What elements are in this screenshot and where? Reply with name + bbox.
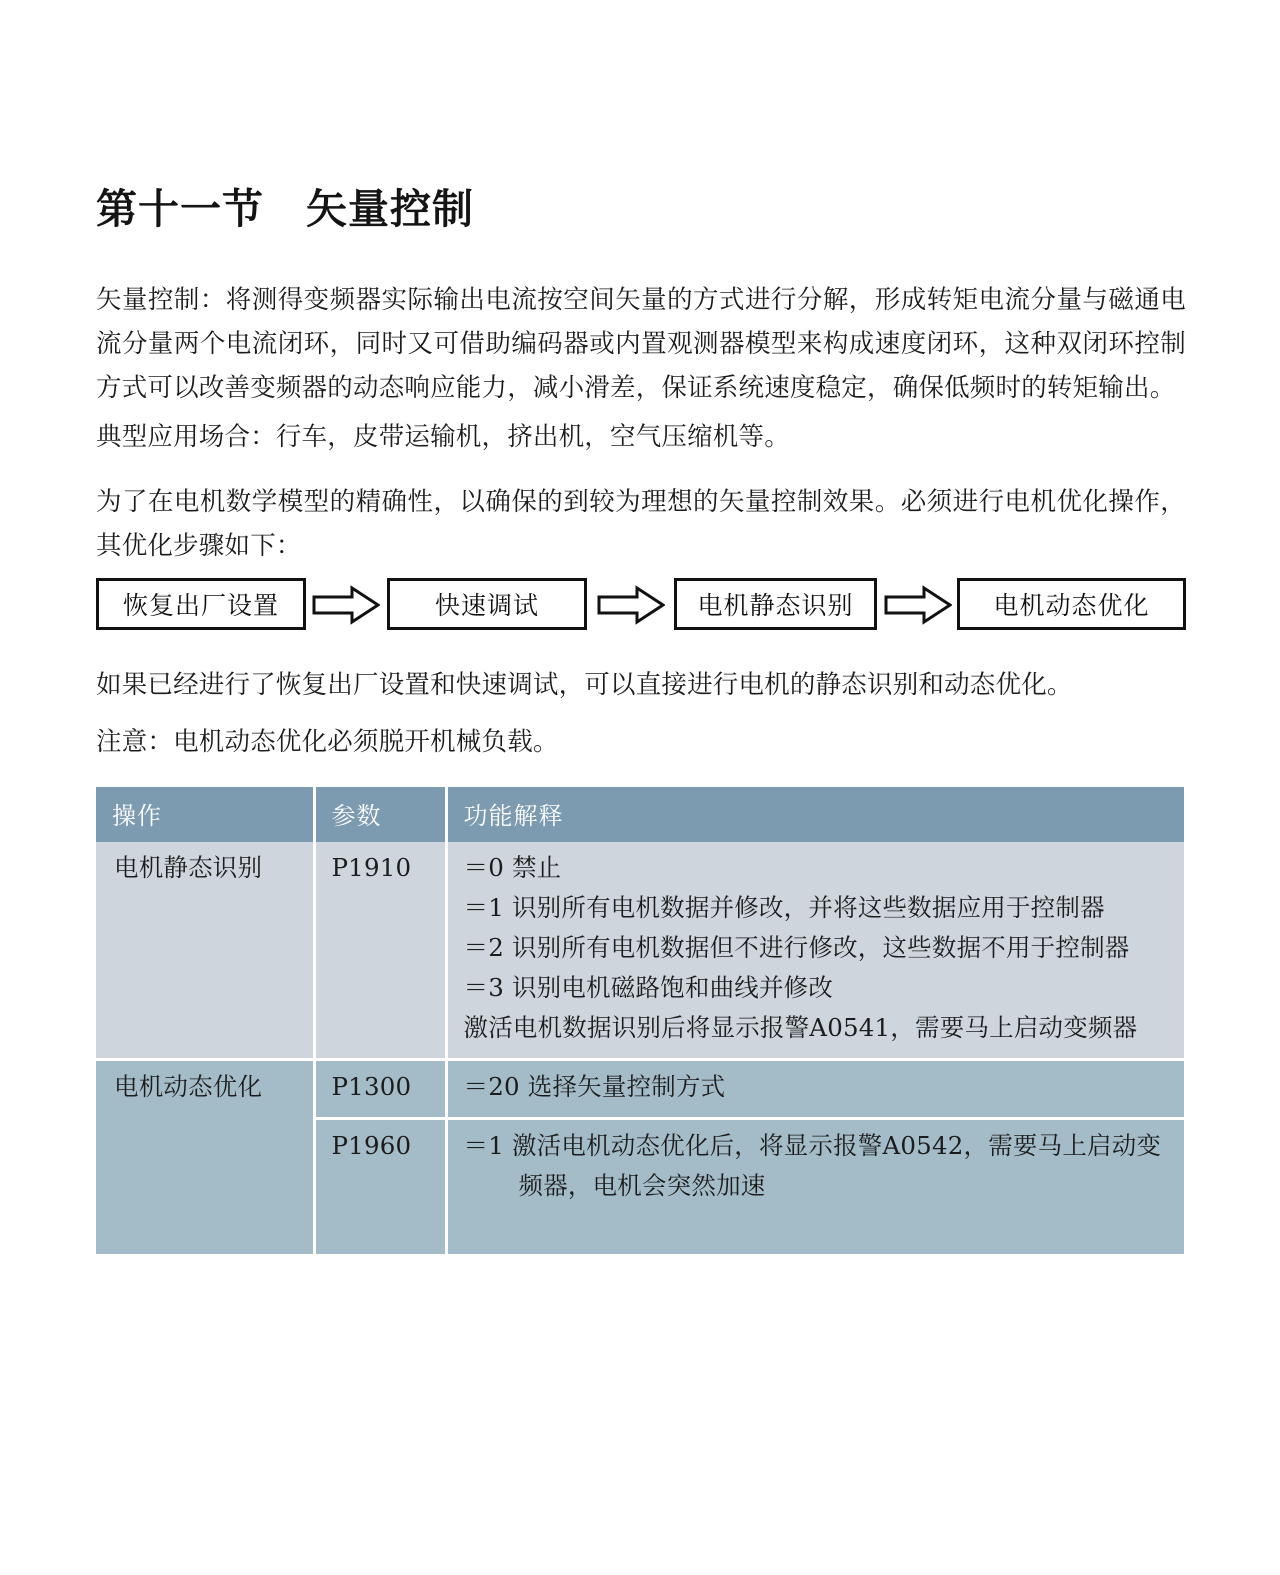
table-header-function: 功能解释	[446, 787, 1184, 842]
table-header-operation: 操作	[96, 787, 314, 842]
cell-function-description	[446, 842, 1184, 1060]
paragraph-typical-applications: 典型应用场合：行车，皮带运输机，挤出机，空气压缩机等。	[96, 422, 790, 452]
paragraph-optimization-intro: 为了在电机数学模型的精确性，以确保的到较为理想的矢量控制效果。必须进行电机优化操作，其优化步骤如下：	[96, 487, 1186, 561]
optimization-flowchart	[96, 578, 1186, 634]
cell-parameter: P1960	[314, 1119, 446, 1256]
paragraph-caution-note: 注意：电机动态优化必须脱开机械负载。	[96, 727, 559, 757]
cell-operation: 电机静态识别	[96, 842, 314, 1060]
cell-parameter: P1910	[314, 842, 446, 1060]
option-line: ＝3 识别电机磁路饱和曲线并修改	[463, 973, 834, 1002]
page-title: 第十一节 矢量控制	[96, 185, 474, 233]
flow-step-label: 电机静态识别	[697, 591, 854, 620]
flow-step-restore-factory-settings	[96, 578, 306, 630]
flow-step-label: 快速调试	[434, 591, 539, 620]
cell-operation: 电机动态优化	[96, 1060, 314, 1256]
flow-step-motor-dynamic-optimization	[957, 578, 1186, 630]
option-line: ＝1 激活电机动态优化后，将显示报警A0542，需要马上启动变	[463, 1131, 1162, 1160]
option-line: ＝20 选择矢量控制方式	[463, 1072, 726, 1101]
right-block-arrow-icon	[884, 585, 952, 625]
alarm-note-line: 激活电机数据识别后将显示报警A0541，需要马上启动变频器	[463, 1013, 1138, 1042]
flow-step-motor-static-identification	[674, 578, 877, 630]
flow-step-quick-commissioning	[387, 578, 587, 630]
paragraph-vector-control-definition: 矢量控制：将测得变频器实际输出电流按空间矢量的方式进行分解，形成转矩电流分量与磁通电流分量两个电流闭环，同时又可借助编码器或内置观测器模型来构成速度闭环，这种双闭环控制方式可以改善变频器的动态响应能力，减小滑差，保证系统速度稳定，确保低频时的转矩输出。	[96, 285, 1186, 403]
table-header-parameter: 参数	[314, 787, 446, 842]
cell-parameter: P1300	[314, 1060, 446, 1119]
table-row	[96, 842, 1184, 1060]
cell-function-description	[446, 1119, 1184, 1256]
option-line: ＝1 识别所有电机数据并修改，并将这些数据应用于控制器	[463, 893, 1105, 922]
option-line: ＝2 识别所有电机数据但不进行修改，这些数据不用于控制器	[463, 933, 1130, 962]
right-block-arrow-icon	[312, 585, 380, 625]
flow-step-label: 电机动态优化	[993, 591, 1150, 620]
table-row	[96, 1060, 1184, 1119]
option-line-continuation: 频器，电机会突然加速	[518, 1171, 766, 1200]
right-block-arrow-icon	[597, 585, 665, 625]
cell-function-description	[446, 1060, 1184, 1119]
option-line: ＝0 禁止	[463, 853, 562, 882]
paragraph-already-commissioned-note: 如果已经进行了恢复出厂设置和快速调试，可以直接进行电机的静态识别和动态优化。	[96, 670, 1073, 700]
flow-step-label: 恢复出厂设置	[122, 591, 279, 620]
table-header-row	[96, 787, 1184, 842]
parameter-table	[96, 787, 1184, 1257]
